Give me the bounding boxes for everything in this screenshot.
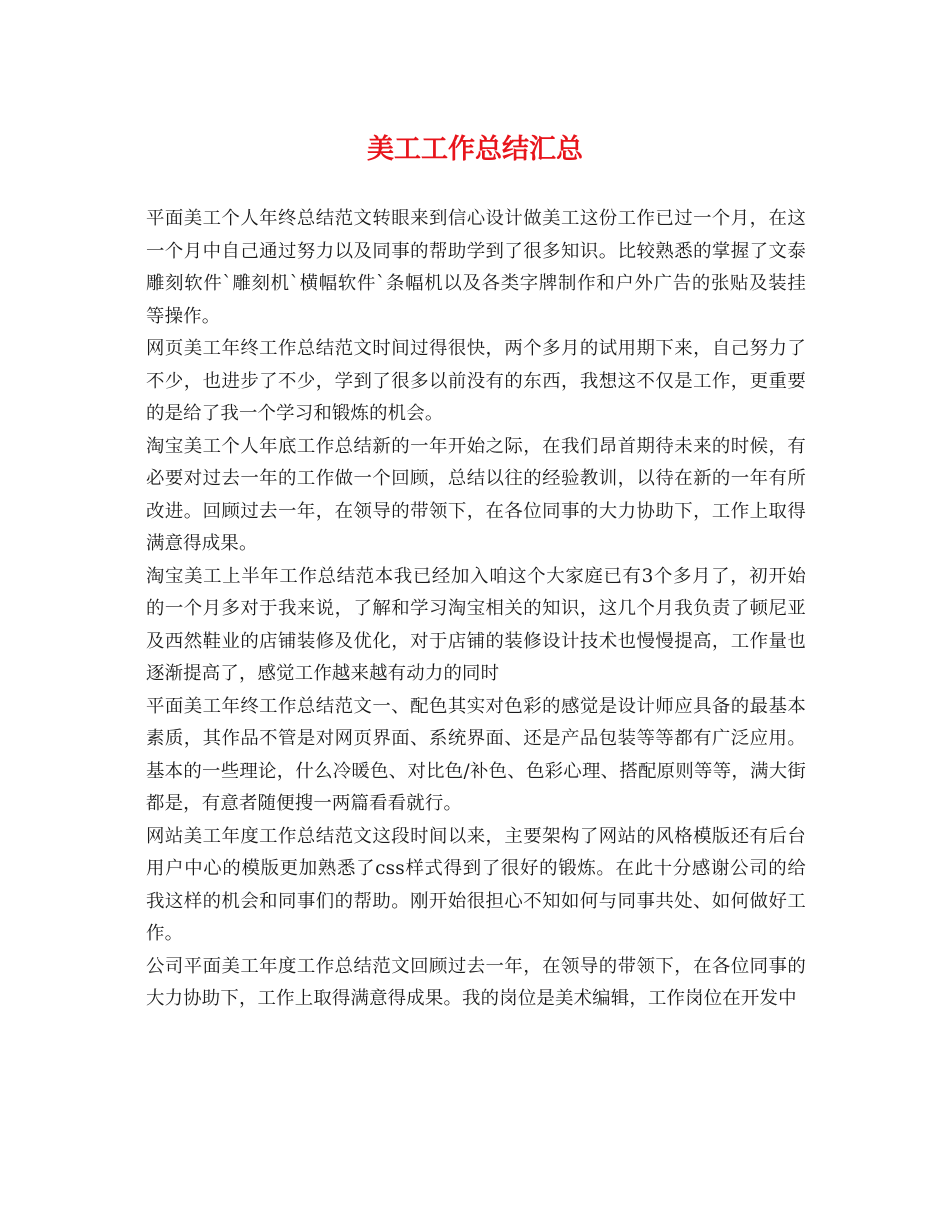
document-body [146,203,806,1016]
paragraph: 淘宝美工个人年底工作总结新的一年开始之际，在我们昂首期待未来的时候，有必要对过去一年的工作做一个回顾，总结以往的经验教训，以待在新的一年有所改进。回顾过去一年，在领导的带领下，在各位同事的大力协助下，工作上取得满意得成果。 [146,435,806,554]
paragraph: 网页美工年终工作总结范文时间过得很快，两个多月的试用期下来，自己努力了不少，也进步了不少，学到了很多以前没有的东西，我想这不仅是工作，更重要的是给了我一个学习和锻炼的机会。 [146,338,806,424]
document-title: 美工工作总结汇总 [367,134,583,165]
paragraph: 平面美工年终工作总结范文一、配色其实对色彩的感觉是设计师应具备的最基本素质，其作品不管是对网页界面、系统界面、还是产品包装等等都有广泛应用。基本的一些理论，什么冷暖色、对比色/补色、色彩心理、搭配原则等等，满大街都是，有意者随便搜一两篇看看就行。 [146,695,806,814]
paragraph: 公司平面美工年度工作总结范文回顾过去一年，在领导的带领下，在各位同事的大力协助下，工作上取得满意得成果。我的岗位是美术编辑，工作岗位在开发中 [146,955,806,1009]
paragraph: 平面美工个人年终总结范文转眼来到信心设计做美工这份工作已过一个月，在这一个月中自己通过努力以及同事的帮助学到了很多知识。比较熟悉的掌握了文泰雕刻软件`雕刻机`横幅软件`条幅机以及各类字牌制作和户外广告的张贴及装挂等操作。 [146,208,806,327]
paragraph: 网站美工年度工作总结范文这段时间以来，主要架构了网站的风格模版还有后台用户中心的模版更加熟悉了css样式得到了很好的锻炼。在此十分感谢公司的给我这样的机会和同事们的帮助。刚开始很担心不知如何与同事共处、如何做好工作。 [146,825,806,944]
paragraph: 淘宝美工上半年工作总结范本我已经加入咱这个大家庭已有3个多月了，初开始的一个月多对于我来说，了解和学习淘宝相关的知识，这几个月我负责了顿尼亚及西然鞋业的店铺装修及优化，对于店铺的装修设计技术也慢慢提高，工作量也逐渐提高了，感觉工作越来越有动力的同时 [146,565,806,684]
